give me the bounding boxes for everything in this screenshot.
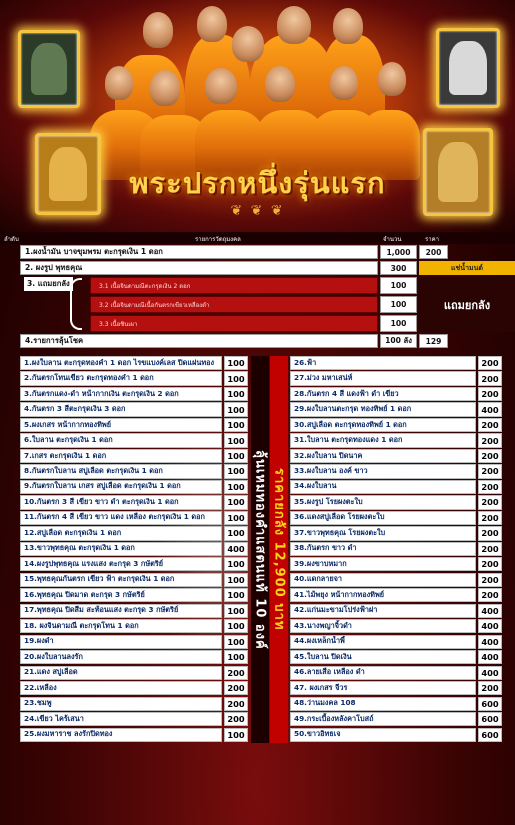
item-price: 100 (224, 418, 248, 432)
item-price: 400 (224, 542, 248, 556)
list-item (20, 433, 248, 447)
monk-face (333, 8, 363, 44)
list-item (290, 697, 502, 711)
brace (70, 278, 82, 330)
item-price: 200 (478, 573, 502, 587)
left-item-list (20, 356, 248, 743)
list-item (290, 712, 502, 726)
item-name: 3.กันตรกแดง-ดำ หน้ากากเงิน ตะกรุดเงิน 2 ดอก (20, 387, 222, 401)
item-name: 24.เขียว ไคร้เสนา (20, 712, 222, 726)
list-item (290, 511, 502, 525)
list-item (290, 356, 502, 370)
list-item (20, 495, 248, 509)
item-price: 200 (478, 542, 502, 556)
item-price: 400 (478, 604, 502, 618)
item-price: 200 (478, 418, 502, 432)
amulet-image (35, 133, 101, 215)
item-price: 400 (478, 635, 502, 649)
item-name: 16.พุทธคุณ ปิดมาด ตะกรุด 3 กษัตริย์ (20, 588, 222, 602)
list-item (20, 650, 248, 664)
item-price: 200 (478, 480, 502, 494)
item-price: 100 (224, 728, 248, 742)
item-price: 400 (478, 650, 502, 664)
item-name: 41.ไม้พยุง หน้ากากทองทิพย์ (290, 588, 476, 602)
item-price: 100 (224, 557, 248, 571)
list-item (20, 619, 248, 633)
item-price: 100 (224, 511, 248, 525)
list-item (20, 387, 248, 401)
monk-face (330, 66, 358, 100)
item-name: 1.ผงใบลาน ตะกรุดทองคำ 1 ดอก ไรขแบงค์เลส ปิดแผ่นทอง (20, 356, 222, 370)
item-name: 29.ผงใบลานตะกรุด ทองทิพย์ 1 ดอก (290, 402, 476, 416)
monk-face (378, 62, 406, 96)
item-name: 13.ขาวพุทธคุณ ตะกรุดเงิน 1 ดอก (20, 542, 222, 556)
item-price: 100 (224, 635, 248, 649)
lucky-draw-banner (251, 356, 269, 743)
list-item (290, 495, 502, 509)
item-price: 200 (478, 371, 502, 385)
item-name: 12.สบู่เลือด ตะกรุดเงิน 1 ดอก (20, 526, 222, 540)
item-name: 30.สบู่เลือด ตะกรุดทองทิพย์ 1 ดอก (290, 418, 476, 432)
item-price: 200 (478, 356, 502, 370)
amulet-image (423, 128, 493, 216)
item-price: 200 (478, 449, 502, 463)
item-name: 32.ผงใบลาน ปิดนาค (290, 449, 476, 463)
item-name: 35.ผงรูป โรยผงตะใบ (290, 495, 476, 509)
right-item-list (290, 356, 502, 743)
item-name: 18. ผงจินดามณี ตะกรุดโทน 1 ดอก (20, 619, 222, 633)
sub-row-qty: 100 (380, 296, 417, 313)
item-name: 46.ลายเสือ เหลือง ดำ (290, 666, 476, 680)
item-price: 200 (224, 697, 248, 711)
item-price: 600 (478, 728, 502, 742)
list-item (290, 402, 502, 416)
item-price: 100 (224, 619, 248, 633)
top-row-price: 200 (419, 245, 448, 259)
item-name: 15.พุทธคุณกันตรก เขียว ฟ้า ตะกรุดเงิน 1 ดอก (20, 573, 222, 587)
amulet-image (18, 30, 80, 108)
item-price: 200 (478, 433, 502, 447)
item-name: 50.ขาวอิทธเจ (290, 728, 476, 742)
amulet-image (436, 28, 500, 108)
item-name: 2.กันตรกโทนเขียว ตะกรุดทองคำ 1 ดอก (20, 371, 222, 385)
sub-row: 3.1 เนื้อจินดามณีตะกรุดเงิน 2 ดอก (90, 277, 378, 294)
item-price: 100 (224, 526, 248, 540)
item-name: 22.เหลือง (20, 681, 222, 695)
item-name: 44.ผงเหล็กน้ำพี้ (290, 635, 476, 649)
item-name: 37.ขาวพุทธคุณ โรยผงตะใบ (290, 526, 476, 540)
item-name: 9.กันตรกใบลาน เกสร สบู่เลือด ตะกรุดเงิน 1 ดอก (20, 480, 222, 494)
list-item (20, 697, 248, 711)
item-price: 100 (224, 573, 248, 587)
item-name: 42.แก่นมะขามโปร่งฟ้าผ่า (290, 604, 476, 618)
item-name: 21.แดง สบู่เลือด (20, 666, 222, 680)
item-price: 100 (224, 588, 248, 602)
list-item (20, 681, 248, 695)
holy-water-badge: แช่น้ำมนต์ (419, 261, 515, 275)
item-name: 25.ผงมหาราช ลงรักปิดทอง (20, 728, 222, 742)
item-name: 33.ผงใบลาน องค์ ขาว (290, 464, 476, 478)
item-name: 19.ผงดำ (20, 635, 222, 649)
list-item (290, 418, 502, 432)
item-price: 100 (224, 480, 248, 494)
list-item (290, 371, 502, 385)
item-name: 39.ผงขาบหมาก (290, 557, 476, 571)
top-row-qty: 1,000 (380, 245, 417, 259)
list-item (290, 573, 502, 587)
item-name: 31.ใบลาน ตะกรุดทองแดง 1 ดอก (290, 433, 476, 447)
list-item (20, 449, 248, 463)
col-item: รายการวัตถุมงคล (195, 236, 241, 243)
item-price: 100 (224, 495, 248, 509)
lucky-draw-text: ลุ้นเหมทองคำแสตนแท้ 10 องค์ (252, 449, 268, 650)
item-name: 43.นางพญาจิ้วดำ (290, 619, 476, 633)
list-item (20, 635, 248, 649)
item-price: 400 (478, 402, 502, 416)
list-item (290, 387, 502, 401)
monk-face (205, 68, 237, 104)
sub-row-qty: 100 (380, 277, 417, 294)
list-item (20, 542, 248, 556)
item-name: 23.ชมพู (20, 697, 222, 711)
item-name: 49.กระเบื้องหลังคาโบสถ์ (290, 712, 476, 726)
item-price: 100 (224, 464, 248, 478)
item-name: 11.กันตรก 4 สี เขียว ขาว แดง เหลือง ตะกรุดเงิน 1 ดอก (20, 511, 222, 525)
list-item (290, 619, 502, 633)
item-name: 4.กันตรก 3 สีตะกรุดเงิน 3 ดอก (20, 402, 222, 416)
item-price: 100 (224, 402, 248, 416)
monk-face (197, 6, 227, 42)
price-banner (270, 356, 288, 743)
item-name: 34.ผงใบลาน (290, 480, 476, 494)
list-item (20, 356, 248, 370)
list-item (20, 666, 248, 680)
item-price: 100 (224, 356, 248, 370)
list-item (20, 511, 248, 525)
item-name: 5.ผงเกสร หน้ากากทองทิพย์ (20, 418, 222, 432)
item-name: 14.ผงรูปพุทธคุณ แรงแสง ตะกรุด 3 กษัตริย์ (20, 557, 222, 571)
item-price: 600 (478, 697, 502, 711)
list-item (290, 666, 502, 680)
list-item (20, 371, 248, 385)
monk-face (143, 12, 173, 48)
item-price: 200 (224, 666, 248, 680)
list-item (20, 480, 248, 494)
item-name: 45.ใบลาน ปิดเงิน (290, 650, 476, 664)
item-name: 38.กันตรก ขาว ดำ (290, 542, 476, 556)
monk-face (265, 66, 295, 102)
ornament: ❦ ❦ ❦ (230, 203, 285, 219)
list-item (290, 464, 502, 478)
list-item (20, 418, 248, 432)
list-item (290, 588, 502, 602)
list-item (290, 542, 502, 556)
item-name: 7.เกสร ตะกรุดเงิน 1 ดอก (20, 449, 222, 463)
item-name: 8.กันตรกใบลาน สบู่เลือด ตะกรุดเงิน 1 ดอก (20, 464, 222, 478)
sub-row-qty: 100 (380, 315, 417, 332)
item-price: 600 (478, 712, 502, 726)
col-price: ราคา (425, 236, 439, 243)
top-row: 2. ผงรูป พุทธคุณ (20, 261, 378, 275)
monk-face (277, 6, 311, 44)
lucky-row-qty: 100 ลัง (380, 334, 417, 348)
item-name: 6.ใบลาน ตะกรุดเงิน 1 ดอก (20, 433, 222, 447)
lucky-row-price: 129 (419, 334, 448, 348)
item-price: 200 (478, 557, 502, 571)
list-item (290, 604, 502, 618)
banner (0, 0, 515, 232)
table-header (0, 232, 515, 244)
top-row-qty: 300 (380, 261, 417, 275)
price-text: ราคายกลัง 12,900 บาท (271, 468, 287, 631)
list-item (20, 604, 248, 618)
list-item (20, 557, 248, 571)
item-name: 40.แดกลายจา (290, 573, 476, 587)
item-price: 200 (478, 464, 502, 478)
list-item (290, 433, 502, 447)
list-item (290, 557, 502, 571)
item-price: 200 (478, 588, 502, 602)
list-item (20, 588, 248, 602)
item-price: 100 (224, 650, 248, 664)
item-price: 400 (478, 666, 502, 680)
list-item (290, 681, 502, 695)
item-price: 200 (478, 495, 502, 509)
item-name: 36.แดงสบู่เลือด โรยผงตะใบ (290, 511, 476, 525)
item-price: 200 (478, 511, 502, 525)
monk-face (105, 66, 133, 100)
col-qty: จำนวน (383, 236, 402, 243)
item-name: 17.พุทธคุณ ปิดสีม สะท้อนแสง ตะกรุด 3 กษัตริย์ (20, 604, 222, 618)
item-price: 100 (224, 387, 248, 401)
list-item (290, 650, 502, 664)
item-price: 100 (224, 371, 248, 385)
item-name: 48.ว่านมงคล 108 (290, 697, 476, 711)
sub-row: 3.3 เนื้อชินเผา (90, 315, 378, 332)
item-price: 200 (224, 712, 248, 726)
list-item (20, 464, 248, 478)
monk-face (150, 70, 180, 106)
item-price: 200 (478, 526, 502, 540)
list-item (290, 480, 502, 494)
item-price: 200 (478, 387, 502, 401)
item-name: 10.กันตรก 3 สี เขียว ขาว ดำ ตะกรุดเงิน 1 ดอก (20, 495, 222, 509)
item-price: 200 (224, 681, 248, 695)
item-name: 47. ผงเกสร จีวร (290, 681, 476, 695)
top-row: 1.ผงน้ำมัน บาจขุมพรม ตะกรุดเงิน 1 ดอก (20, 245, 378, 259)
item-name: 20.ผงใบลานลงรัก (20, 650, 222, 664)
item-price: 200 (478, 681, 502, 695)
list-item (290, 635, 502, 649)
item-name: 27.ม่วง มหาเสน่ห์ (290, 371, 476, 385)
list-item (290, 728, 502, 742)
monk-face (232, 26, 264, 62)
item-price: 100 (224, 449, 248, 463)
item-name: 26.ฟ้า (290, 356, 476, 370)
sub-row: 3.2 เนื้อจินดามณีเนื้อกันตรกเขียวเหลืองดำ (90, 296, 378, 313)
item-price: 400 (478, 619, 502, 633)
item-price: 100 (224, 433, 248, 447)
top-row: 3. แถมยกลัง (20, 277, 90, 291)
lucky-row: 4.รายการลุ้นโชค (20, 334, 378, 348)
list-item (20, 573, 248, 587)
col-order: ลำดับ (4, 236, 19, 243)
list-item (290, 526, 502, 540)
bonus-box: แถมยกลัง (419, 277, 515, 332)
page-title: พระปรกหนึ่งรุ่นแรก (129, 166, 386, 200)
item-price: 100 (224, 604, 248, 618)
list-item (20, 728, 248, 742)
list-item (290, 449, 502, 463)
item-name: 28.กันตรก 4 สี แดงฟ้า ดำ เขียว (290, 387, 476, 401)
list-item (20, 526, 248, 540)
list-item (20, 712, 248, 726)
list-item (20, 402, 248, 416)
